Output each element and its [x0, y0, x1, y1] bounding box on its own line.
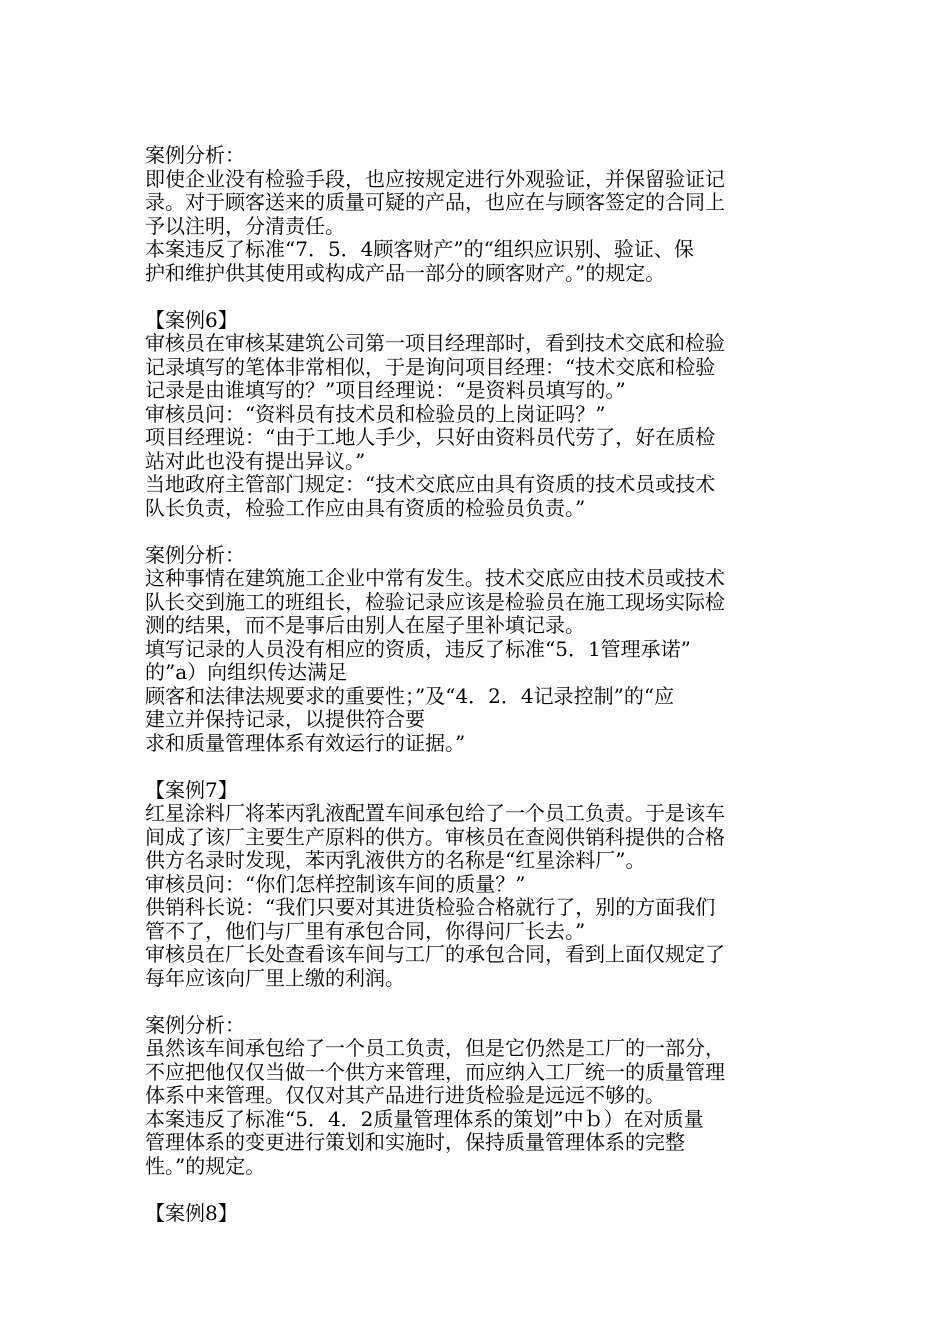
text-line: 供销科长说：“我们只要对其进货检验合格就行了，别的方面我们 — [145, 895, 716, 919]
text-line: 项目经理说：“由于工地人手少，只好由资料员代劳了，好在质检 — [145, 425, 716, 449]
case-heading: 【案例7】 — [145, 777, 238, 802]
analysis-heading: 案例分析： — [145, 1012, 245, 1037]
text-line: 审核员在审核某建筑公司第一项目经理部时，看到技术交底和检验 — [145, 331, 725, 355]
text-line: 即使企业没有检验手段，也应按规定进行外观验证，并保留验证记 — [145, 166, 725, 191]
paragraph-gap — [145, 990, 805, 1014]
document-body — [145, 144, 805, 1225]
text-line: 性。”的规定。 — [145, 1153, 266, 1178]
text-line: 队长交到施工的班组长，检验记录应该是检验员在施工现场实际检 — [145, 589, 725, 614]
case-heading: 【案例8】 — [145, 1200, 238, 1225]
text-line: 记录是由谁填写的？”项目经理说：“是资料员填写的。” — [145, 378, 626, 402]
text-line: 审核员问：“你们怎样控制该车间的质量？” — [145, 871, 526, 896]
case-heading: 【案例6】 — [145, 307, 238, 332]
text-line: 本案违反了标准“7．5．4顾客财产”的“组织应识别、验证、保 — [145, 237, 694, 261]
text-line: 当地政府主管部门规定：“技术交底应由具有资质的技术员或技术 — [145, 472, 716, 496]
text-line: 录。对于顾客送来的质量可疑的产品，也应在与顾客签定的合同上 — [145, 190, 725, 214]
text-line: 管不了，他们与厂里有承包合同，你得问厂长去。” — [145, 918, 586, 943]
text-line: 队长负责，检验工作应由具有资质的检验员负责。” — [145, 495, 586, 520]
text-line: 不应把他仅仅当做一个供方来管理，而应纳入工厂统一的质量管理 — [145, 1059, 725, 1084]
text-line: 的”a）向组织传达满足 — [145, 660, 348, 684]
text-line: 虽然该车间承包给了一个员工负责，但是它仍然是工厂的一部分， — [145, 1036, 725, 1060]
text-line: 记录填写的笔体非常相似，于是询问项目经理：“技术交底和检验 — [145, 354, 716, 379]
text-line: 红星涂料厂将苯丙乳液配置车间承包给了一个员工负责。于是该车 — [145, 801, 725, 825]
paragraph-gap — [145, 520, 805, 544]
text-line: 本案违反了标准“5．4．2质量管理体系的策划”中ｂ）在对质量 — [145, 1106, 704, 1131]
text-line: 建立并保持记录，以提供符合要 — [145, 707, 425, 731]
analysis-heading: 案例分析： — [145, 143, 245, 167]
text-line: 体系中来管理。仅仅对其产品进行进货检验是远远不够的。 — [145, 1083, 665, 1107]
text-line: 这种事情在建筑施工企业中常有发生。技术交底应由技术员或技术 — [145, 566, 725, 590]
text-line: 测的结果，而不是事后由别人在屋子里补填记录。 — [145, 613, 585, 637]
text-line: 填写记录的人员没有相应的资质，违反了标准“5．1管理承诺” — [145, 636, 691, 661]
paragraph-gap — [145, 755, 805, 779]
text-line: 予以注明，分清责任。 — [145, 213, 345, 238]
text-line: 求和质量管理体系有效运行的证据。” — [145, 730, 466, 755]
paragraph-gap — [145, 285, 805, 309]
text-line: 每年应该向厂里上缴的利润。 — [145, 965, 405, 990]
text-line: 顾客和法律法规要求的重要性；”及“4．2．4记录控制”的“应 — [145, 683, 675, 708]
text-line: 护和维护供其使用或构成产品一部分的顾客财产。”的规定。 — [145, 260, 666, 285]
text-line: 间成了该厂主要生产原料的供方。审核员在查阅供销科提供的合格 — [145, 824, 725, 849]
text-line: 站对此也没有提出异议。” — [145, 448, 366, 473]
text-line: 审核员在厂长处查看该车间与工厂的承包合同，看到上面仅规定了 — [145, 942, 725, 966]
paragraph-gap — [145, 1178, 805, 1202]
text-line: 审核员问：“资料员有技术员和检验员的上岗证吗？” — [145, 401, 606, 426]
text-line: 管理体系的变更进行策划和实施时，保持质量管理体系的完整 — [145, 1130, 685, 1154]
text-line: 供方名录时发现，苯丙乳液供方的名称是“红星涂料厂”。 — [145, 848, 646, 872]
analysis-heading: 案例分析： — [145, 542, 245, 567]
